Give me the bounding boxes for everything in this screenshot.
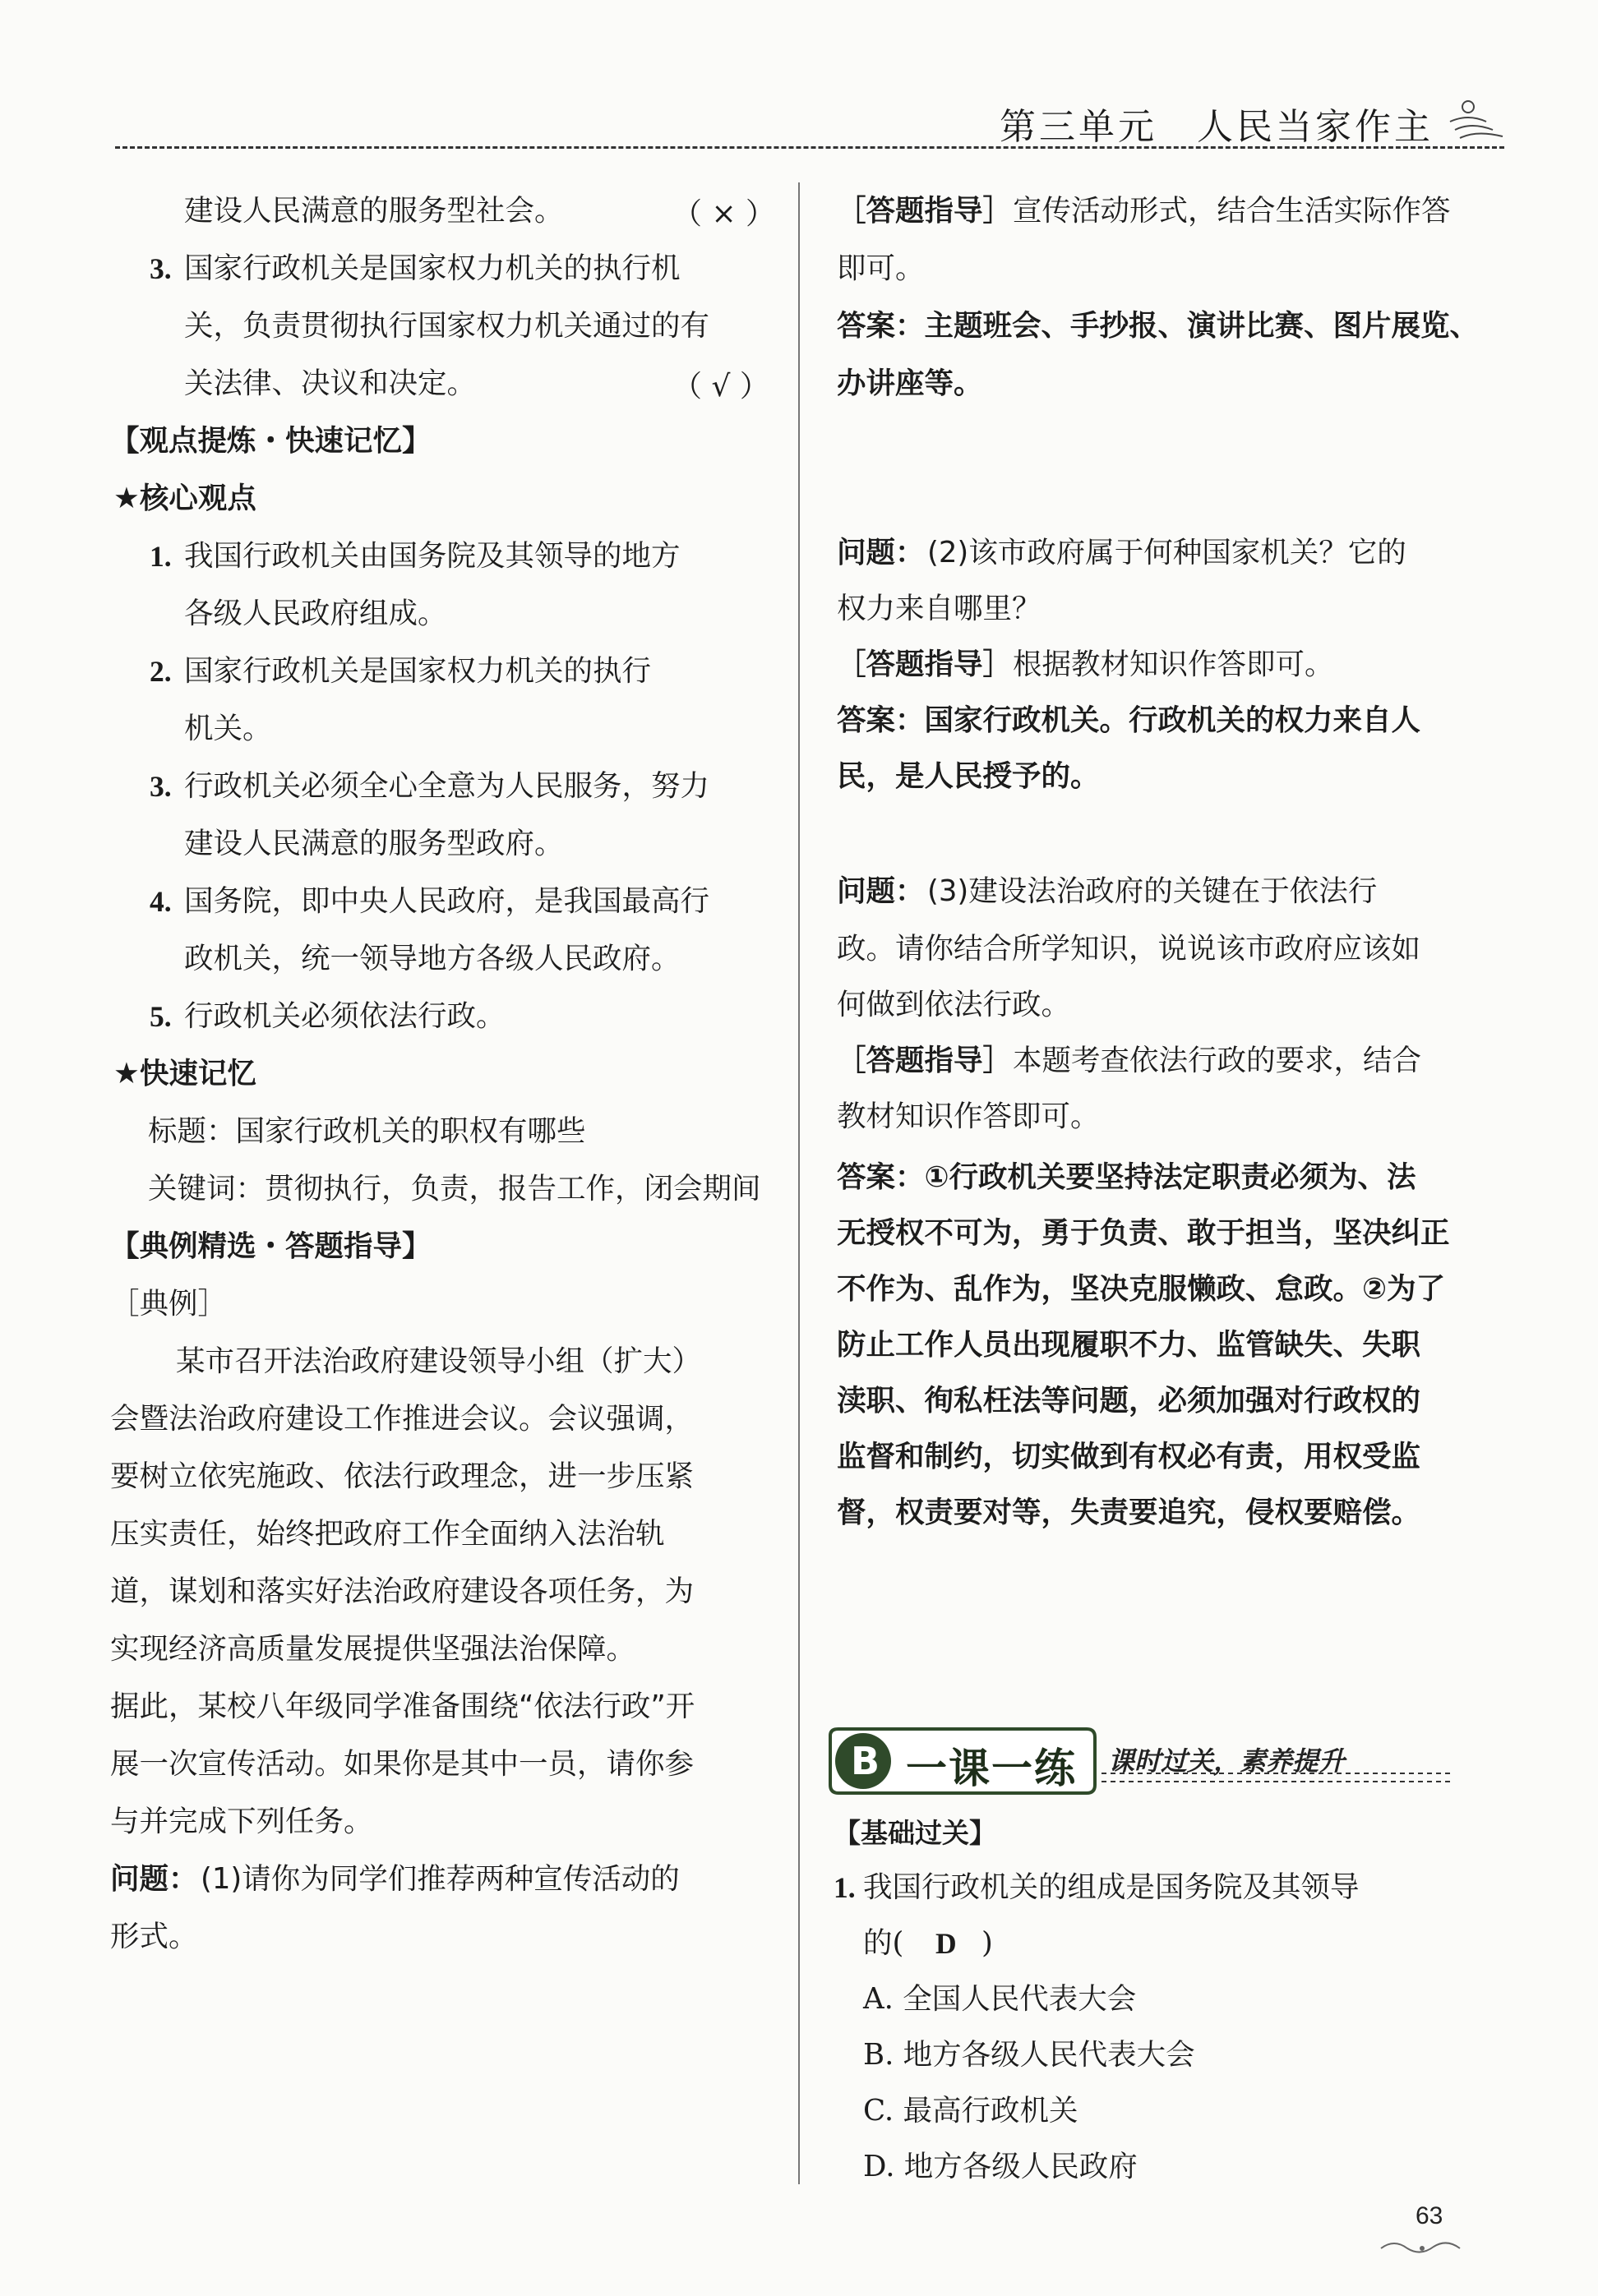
text-line: 根据教材知识作答即可。 (1013, 648, 1334, 681)
question-label: 问题： (837, 536, 925, 569)
footer-ornament-icon (1378, 2237, 1476, 2257)
text-line: 实现经济高质量发展提供坚强法治保障。 (110, 1632, 636, 1666)
text-line: 权力来自哪里？ (837, 592, 1041, 625)
text-line: 本题考查依法行政的要求，结合 (1013, 1044, 1422, 1077)
answer-line: 不作为、乱作为，坚决克服懒政、怠政。②为了 (837, 1272, 1446, 1306)
subsection-heading: ★快速记忆 (113, 1057, 256, 1090)
text-line: 机关。 (184, 712, 272, 745)
item-number: 3. (150, 252, 172, 285)
banner-title: 一课一练 (906, 1745, 1077, 1792)
option-a: A. 全国人民代表大会 (863, 1982, 1137, 2016)
option-d: D. 地方各级人民政府 (863, 2150, 1138, 2183)
text-line: 国家行政机关是国家权力机关的执行机 (184, 251, 681, 285)
unit-title: 第三单元 人民当家作主 (1000, 106, 1434, 148)
text-line: 要树立依宪施政、依法行政理念，进一步压紧 (110, 1459, 695, 1493)
answer-line: 答案：①行政机关要坚持法定职责必须为、法 (837, 1160, 1416, 1194)
text-line: 关，负责贯彻执行国家权力机关通过的有 (184, 309, 710, 343)
answer-line: 答案：主题班会、手抄报、演讲比赛、图片展览、 (837, 309, 1480, 343)
answer-line: 督，权责要对等，失责要追究，侵权要赔偿。 (837, 1496, 1421, 1529)
answer-line: 监督和制约，切实做到有权必有责，用权受监 (837, 1440, 1421, 1473)
answer-line: 渎职、徇私枉法等问题，必须加强对行政权的 (837, 1384, 1421, 1418)
text-line: 各级人民政府组成。 (184, 597, 447, 630)
answer-line: 答案：国家行政机关。行政机关的权力来自人 (837, 703, 1421, 737)
question-text: 我国行政机关的组成是国务院及其领导 (863, 1870, 1360, 1904)
section-heading: 【基础过关】 (834, 1817, 996, 1849)
text-line: 某市召开法治政府建设领导小组（扩大） (176, 1344, 702, 1378)
example-label: ［典例］ (110, 1287, 228, 1321)
text-line: (3)建设法治政府的关键在于依法行 (927, 874, 1378, 908)
question-label: 问题： (837, 874, 925, 908)
text-line: 何做到依法行政。 (837, 988, 1071, 1021)
text-line: 建设人民满意的服务型政府。 (184, 827, 564, 860)
text-line: 与并完成下列任务。 (110, 1805, 373, 1838)
text-line: (1)请你为同学们推荐两种宣传活动的 (201, 1862, 680, 1896)
text-line: 政。请你结合所学知识，说说该市政府应该如 (837, 932, 1421, 966)
page-number: 63 (1416, 2202, 1443, 2229)
option-c: C. 最高行政机关 (863, 2094, 1078, 2128)
option-b: B. 地方各级人民代表大会 (863, 2038, 1195, 2072)
item-number: 4. (150, 885, 172, 918)
item-number: 1. (834, 1871, 856, 1904)
judgment-mark: （ × ） (672, 197, 776, 231)
text-line: 关法律、决议和决定。 (184, 367, 477, 400)
text-line: 政机关，统一领导地方各级人民政府。 (184, 942, 681, 975)
guide-label: ［答题指导］ (837, 194, 1013, 228)
question-label: 问题： (110, 1862, 198, 1896)
text-line: 行政机关必须全心全意为人民服务，努力 (184, 769, 710, 803)
header-rule (115, 146, 1504, 149)
guide-label: ［答题指导］ (837, 648, 1013, 681)
text-line: (2)该市政府属于何种国家机关？它的 (927, 536, 1406, 569)
column-divider (798, 182, 800, 2184)
text-line: 道，谋划和落实好法治政府建设各项任务，为 (110, 1574, 695, 1608)
header-ornament-icon (1443, 89, 1509, 146)
subsection-heading: ★核心观点 (113, 482, 256, 515)
item-number: 3. (150, 770, 172, 803)
answer-choice: D (935, 1927, 957, 1960)
question-text: ) (981, 1926, 993, 1960)
item-number: 5. (150, 1000, 172, 1033)
answer-line: 办讲座等。 (837, 367, 983, 400)
text-line: 建设人民满意的服务型社会。 (184, 194, 564, 228)
text-line: 形式。 (110, 1920, 198, 1953)
text-line: 即可。 (837, 251, 925, 285)
answer-line: 防止工作人员出现履职不力、监管缺失、失职 (837, 1328, 1421, 1362)
text-line: 展一次宣传活动。如果你是其中一员，请你参 (110, 1747, 695, 1781)
banner-subtitle: 课时过关，素养提升 (1108, 1745, 1346, 1777)
answer-line: 民，是人民授予的。 (837, 759, 1100, 793)
text-line: 关键词：贯彻执行，负责，报告工作，闭会期间 (148, 1172, 761, 1206)
banner-badge: B (851, 1739, 880, 1783)
text-line: 会暨法治政府建设工作推进会议。会议强调， (110, 1402, 695, 1436)
answer-line: 无授权不可为，勇于负责、敢于担当，坚决纠正 (837, 1216, 1450, 1250)
text-line: 压实责任，始终把政府工作全面纳入法治轨 (110, 1517, 665, 1551)
guide-label: ［答题指导］ (837, 1044, 1013, 1077)
text-line: 行政机关必须依法行政。 (184, 999, 506, 1033)
item-number: 2. (150, 655, 172, 688)
item-number: 1. (150, 540, 172, 573)
question-text: 的( (863, 1926, 904, 1960)
text-line: 宣传活动形式，结合生活实际作答 (1013, 194, 1451, 228)
text-line: 我国行政机关由国务院及其领导的地方 (184, 539, 681, 573)
text-line: 国务院，即中央人民政府，是我国最高行 (184, 884, 710, 918)
text-line: 标题：国家行政机关的职权有哪些 (148, 1114, 586, 1148)
section-heading: 【典例精选・答题指导】 (110, 1229, 432, 1263)
section-heading: 【观点提炼・快速记忆】 (110, 424, 432, 458)
judgment-mark: （ √ ） (672, 370, 769, 403)
text-line: 国家行政机关是国家权力机关的执行 (184, 654, 652, 688)
text-line: 教材知识作答即可。 (837, 1100, 1100, 1133)
text-line: 据此，某校八年级同学准备围绕“依法行政”开 (110, 1690, 695, 1723)
